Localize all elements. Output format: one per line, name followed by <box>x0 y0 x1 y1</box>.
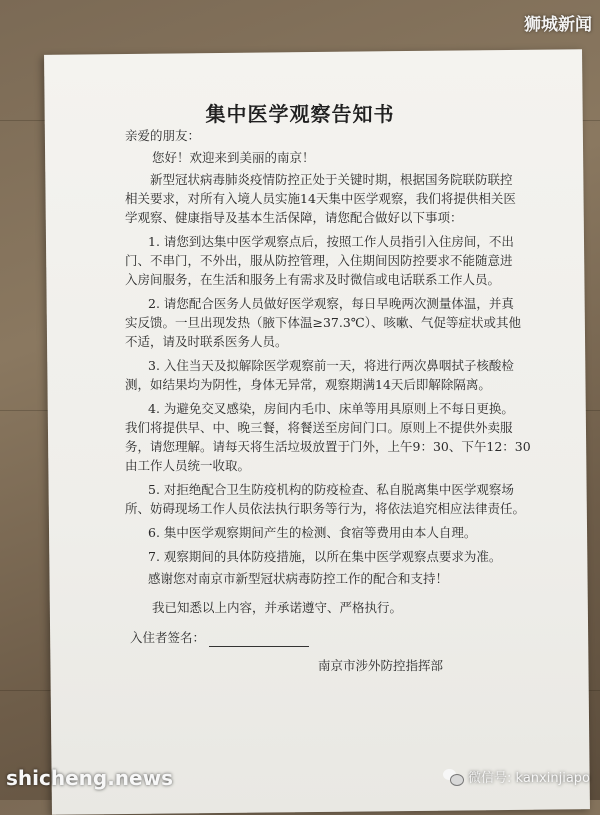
wechat-label: 微信号: kanxinjiapo <box>468 771 590 786</box>
issuer: 南京市涉外防控指挥部 <box>318 658 444 673</box>
wechat-icon <box>443 769 463 785</box>
body-line: 相关要求，对所有入境人员实施14天集中医学观察，我们将提供相关医 <box>125 191 516 206</box>
item-5-line: 5. 对拒绝配合卫生防疫机构的防疫检查、私自脱离集中医学观察场 <box>148 482 514 497</box>
thanks-line: 感谢您对南京市新型冠状病毒防控工作的配合和支持！ <box>148 571 449 586</box>
item-4-line: 我们将提供早、中、晚三餐，将餐送至房间门口。原则上不提供外卖服 <box>125 420 513 435</box>
signature-label: 入住者签名： <box>130 630 206 645</box>
item-1-line: 门、不串门，不外出，服从防控管理，入住期间因防控要求不能随意进 <box>125 253 513 268</box>
item-2-line: 不适，请及时联系医务人员。 <box>125 334 288 349</box>
item-7-line: 7. 观察期间的具体防疫措施，以所在集中医学观察点要求为准。 <box>148 549 502 564</box>
body-line: 学观察、健康指导及基本生活保障，请您配合做好以下事项： <box>125 210 463 225</box>
item-2-line: 2. 请您配合医务人员做好医学观察，每日早晚两次测量体温，并真 <box>148 296 514 311</box>
item-4-line: 务，请您理解。请每天将生活垃圾放置于门外，上午9：30、下午12：30 <box>125 439 531 454</box>
item-6-line: 6. 集中医学观察期间产生的检测、食宿等费用由本人自理。 <box>148 525 477 540</box>
item-4-line: 由工作人员统一收取。 <box>125 458 251 473</box>
item-3-line: 3. 入住当天及拟解除医学观察前一天，将进行两次鼻咽拭子核酸检 <box>148 358 514 373</box>
greeting: 亲爱的朋友： <box>125 128 201 143</box>
signature-row <box>130 628 309 647</box>
document-title: 集中医学观察告知书 <box>205 102 395 126</box>
item-4-line: 4. 为避免交叉感染，房间内毛巾、床单等用具原则上不每日更换。 <box>148 401 514 416</box>
item-2-line: 实反馈。一旦出现发热（腋下体温≥37.3℃）、咳嗽、气促等症状或其他 <box>125 315 522 330</box>
signature-line <box>209 634 309 647</box>
wechat-watermark <box>443 767 590 786</box>
item-1-line: 入房间服务，在生活和服务上有需求及时微信或电话联系工作人员。 <box>125 272 501 287</box>
site-watermark: shicheng.news <box>6 766 173 790</box>
body-line: 新型冠状病毒肺炎疫情防控正处于关键时期，根据国务院联防联控 <box>150 172 513 187</box>
acknowledgement: 我已知悉以上内容，并承诺遵守、严格执行。 <box>152 600 403 615</box>
item-5-line: 所、妨碍现场工作人员依法执行职务等行为，将依法追究相应法律责任。 <box>125 501 526 516</box>
brand-watermark: 狮城新闻 <box>524 15 592 35</box>
item-1-line: 1. 请您到达集中医学观察点后，按照工作人员指引入住房间，不出 <box>148 234 514 249</box>
item-3-line: 测，如结果均为阴性，身体无异常，观察期满14天后即解除隔离。 <box>125 377 491 392</box>
welcome-line: 您好！欢迎来到美丽的南京！ <box>152 150 315 165</box>
